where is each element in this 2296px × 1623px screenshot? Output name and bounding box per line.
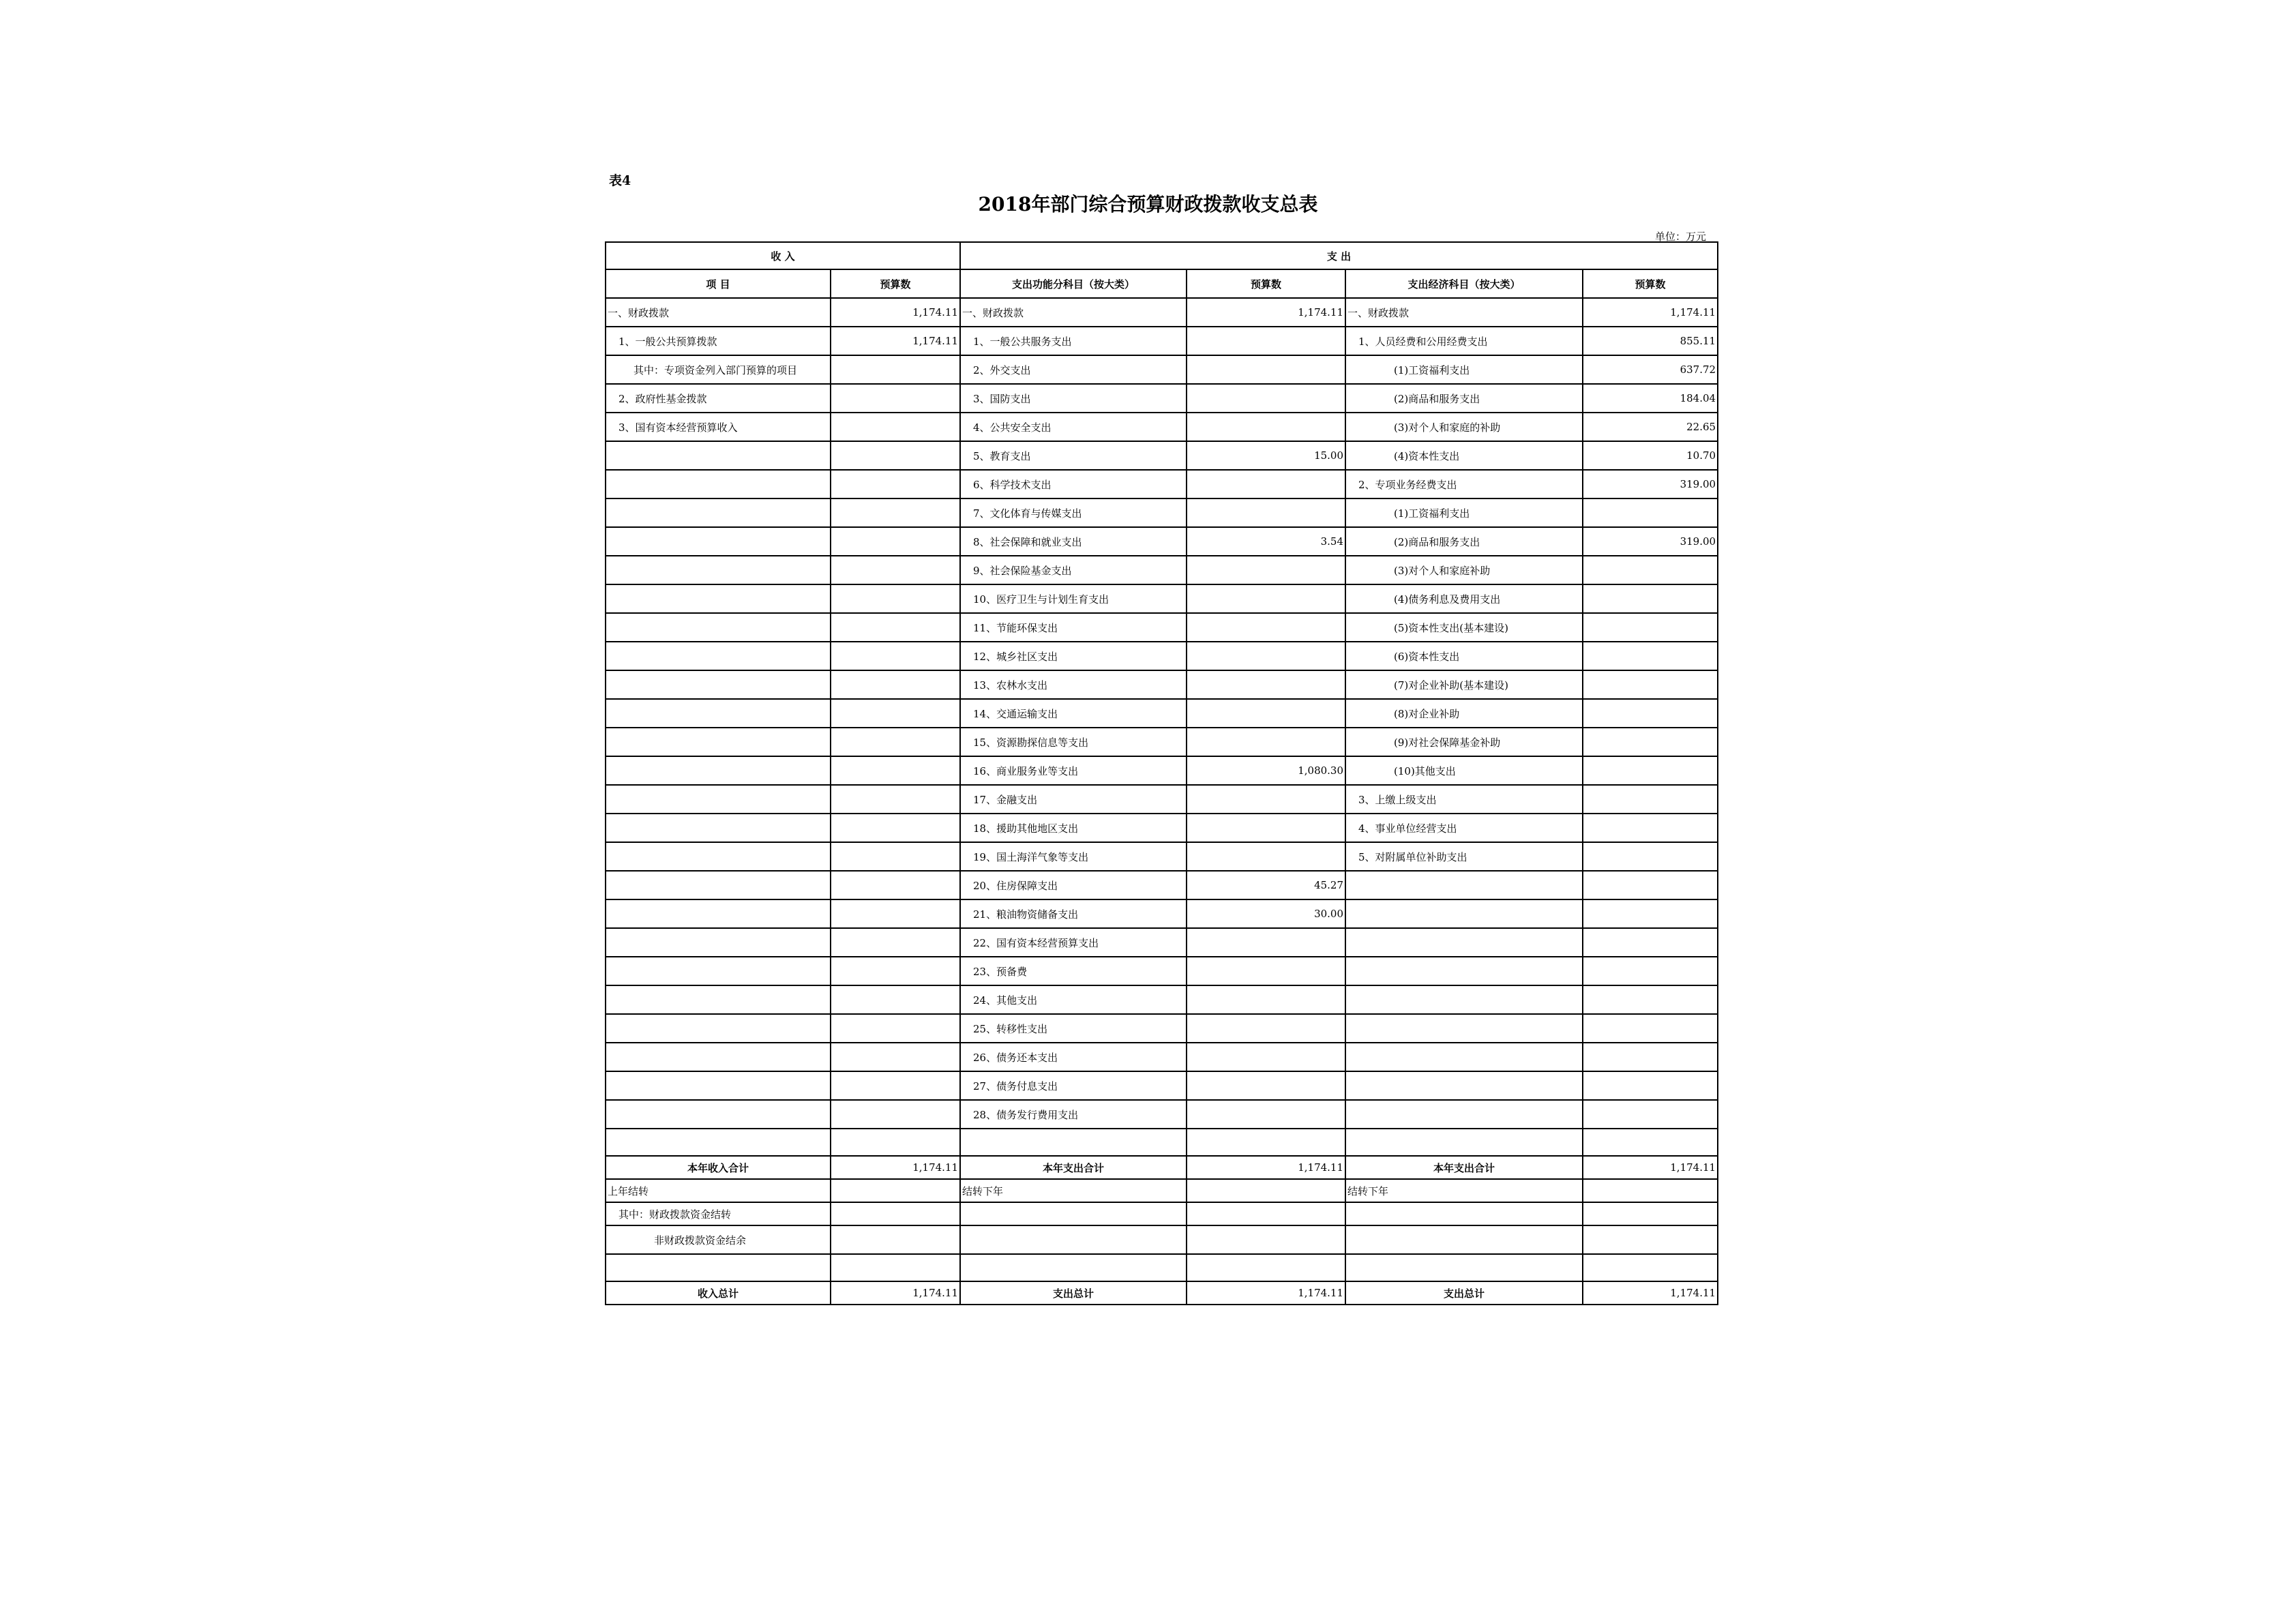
table-row bbox=[606, 871, 1718, 899]
income-item-cell bbox=[606, 441, 831, 470]
econ-item-cell: 4、事业单位经营支出 bbox=[1345, 814, 1583, 842]
income-item-cell bbox=[606, 842, 831, 871]
func-item-cell: 28、债务发行费用支出 bbox=[960, 1100, 1187, 1129]
econ-item-cell: (8)对企业补助 bbox=[1345, 699, 1583, 728]
empty-cell bbox=[1345, 1202, 1583, 1225]
func-item-cell: 15、资源勘探信息等支出 bbox=[960, 728, 1187, 756]
econ-item-cell: (4)债务利息及费用支出 bbox=[1345, 584, 1583, 613]
func-item-cell: 11、节能环保支出 bbox=[960, 613, 1187, 642]
table-row bbox=[606, 298, 1718, 327]
empty-cell bbox=[831, 1225, 960, 1254]
carry-row bbox=[606, 1202, 1718, 1225]
income-budget-cell bbox=[831, 498, 960, 527]
spacer-row bbox=[606, 1129, 1718, 1156]
func-budget-cell: 1,080.30 bbox=[1187, 756, 1345, 785]
econ-item-cell bbox=[1345, 1071, 1583, 1100]
income-budget-cell bbox=[831, 670, 960, 699]
econ-item-cell: (4)资本性支出 bbox=[1345, 441, 1583, 470]
func-budget-cell bbox=[1187, 670, 1345, 699]
econ-budget-cell: 855.11 bbox=[1583, 327, 1718, 355]
table-row bbox=[606, 785, 1718, 814]
table-row bbox=[606, 670, 1718, 699]
econ-budget-cell bbox=[1583, 842, 1718, 871]
income-budget-cell bbox=[831, 441, 960, 470]
func-budget-cell bbox=[1187, 985, 1345, 1014]
econ-budget-cell bbox=[1583, 814, 1718, 842]
table-row bbox=[606, 814, 1718, 842]
header-expense: 支 出 bbox=[960, 242, 1718, 269]
econ-budget-cell bbox=[1583, 785, 1718, 814]
income-item-cell bbox=[606, 1071, 831, 1100]
econ-item-cell bbox=[1345, 928, 1583, 957]
func-item-cell: 20、住房保障支出 bbox=[960, 871, 1187, 899]
table-row bbox=[606, 985, 1718, 1014]
income-budget-cell bbox=[831, 985, 960, 1014]
table-row bbox=[606, 613, 1718, 642]
carry-next-func-label: 结转下年 bbox=[960, 1179, 1187, 1202]
empty-cell bbox=[1187, 1254, 1345, 1281]
header-row-columns bbox=[606, 269, 1718, 298]
func-budget-cell bbox=[1187, 470, 1345, 498]
empty-cell bbox=[1187, 1179, 1345, 1202]
empty-cell bbox=[1583, 1225, 1718, 1254]
func-item-cell: 4、公共安全支出 bbox=[960, 413, 1187, 441]
income-budget-cell bbox=[831, 642, 960, 670]
income-item-cell bbox=[606, 556, 831, 584]
econ-budget-cell bbox=[1583, 756, 1718, 785]
econ-item-cell: (5)资本性支出(基本建设) bbox=[1345, 613, 1583, 642]
col-header-budget: 预算数 bbox=[1187, 269, 1345, 298]
empty-cell bbox=[831, 1202, 960, 1225]
income-item-cell: 其中：专项资金列入部门预算的项目 bbox=[606, 355, 831, 384]
empty-cell bbox=[960, 1129, 1187, 1156]
econ-budget-cell bbox=[1583, 642, 1718, 670]
income-item-cell bbox=[606, 785, 831, 814]
func-item-cell: 12、城乡社区支出 bbox=[960, 642, 1187, 670]
carry-next-econ-label: 结转下年 bbox=[1345, 1179, 1583, 1202]
header-income: 收 入 bbox=[606, 242, 960, 269]
income-item-cell bbox=[606, 613, 831, 642]
empty-cell bbox=[1345, 1225, 1583, 1254]
income-budget-cell bbox=[831, 1100, 960, 1129]
carry-row bbox=[606, 1225, 1718, 1254]
income-budget-cell bbox=[831, 527, 960, 556]
econ-budget-cell bbox=[1583, 670, 1718, 699]
func-budget-cell: 1,174.11 bbox=[1187, 298, 1345, 327]
func-budget-cell bbox=[1187, 842, 1345, 871]
income-budget-cell bbox=[831, 613, 960, 642]
grand-econ-total-value: 1,174.11 bbox=[1583, 1281, 1718, 1305]
table-row bbox=[606, 756, 1718, 785]
econ-item-cell: (6)资本性支出 bbox=[1345, 642, 1583, 670]
table-number-label: 表4 bbox=[609, 173, 631, 188]
func-item-cell: 1、一般公共服务支出 bbox=[960, 327, 1187, 355]
econ-item-cell bbox=[1345, 1043, 1583, 1071]
year-func-total-label: 本年支出合计 bbox=[960, 1156, 1187, 1179]
year-income-total-label: 本年收入合计 bbox=[606, 1156, 831, 1179]
grand-income-total-value: 1,174.11 bbox=[831, 1281, 960, 1305]
carry-row bbox=[606, 1179, 1718, 1202]
econ-budget-cell: 1,174.11 bbox=[1583, 298, 1718, 327]
income-budget-cell bbox=[831, 1014, 960, 1043]
econ-budget-cell bbox=[1583, 928, 1718, 957]
func-budget-cell bbox=[1187, 1100, 1345, 1129]
income-budget-cell bbox=[831, 756, 960, 785]
non-fiscal-balance-label: 非财政拨款资金结余 bbox=[606, 1225, 831, 1254]
econ-budget-cell bbox=[1583, 1100, 1718, 1129]
func-item-cell: 9、社会保险基金支出 bbox=[960, 556, 1187, 584]
empty-cell bbox=[1583, 1129, 1718, 1156]
income-item-cell bbox=[606, 470, 831, 498]
econ-budget-cell bbox=[1583, 584, 1718, 613]
func-item-cell: 10、医疗卫生与计划生育支出 bbox=[960, 584, 1187, 613]
income-budget-cell bbox=[831, 871, 960, 899]
func-budget-cell bbox=[1187, 384, 1345, 413]
income-budget-cell bbox=[831, 699, 960, 728]
grand-income-total-label: 收入总计 bbox=[606, 1281, 831, 1305]
econ-item-cell bbox=[1345, 985, 1583, 1014]
income-budget-cell bbox=[831, 728, 960, 756]
year-total-row bbox=[606, 1156, 1718, 1179]
econ-item-cell: (2)商品和服务支出 bbox=[1345, 527, 1583, 556]
econ-budget-cell: 184.04 bbox=[1583, 384, 1718, 413]
func-budget-cell: 15.00 bbox=[1187, 441, 1345, 470]
empty-cell bbox=[960, 1202, 1187, 1225]
func-budget-cell bbox=[1187, 699, 1345, 728]
econ-item-cell: (9)对社会保障基金补助 bbox=[1345, 728, 1583, 756]
table-row bbox=[606, 642, 1718, 670]
empty-cell bbox=[606, 1254, 831, 1281]
func-budget-cell bbox=[1187, 613, 1345, 642]
year-func-total-value: 1,174.11 bbox=[1187, 1156, 1345, 1179]
func-item-cell: 19、国土海洋气象等支出 bbox=[960, 842, 1187, 871]
income-item-cell bbox=[606, 1100, 831, 1129]
income-item-cell: 1、一般公共预算拨款 bbox=[606, 327, 831, 355]
table-row bbox=[606, 699, 1718, 728]
table-row bbox=[606, 957, 1718, 985]
spacer-row bbox=[606, 1254, 1718, 1281]
empty-cell bbox=[831, 1179, 960, 1202]
func-item-cell: 6、科学技术支出 bbox=[960, 470, 1187, 498]
grand-func-total-label: 支出总计 bbox=[960, 1281, 1187, 1305]
col-header-econ: 支出经济科目（按大类） bbox=[1345, 269, 1583, 298]
func-budget-cell bbox=[1187, 498, 1345, 527]
func-item-cell: 18、援助其他地区支出 bbox=[960, 814, 1187, 842]
empty-cell bbox=[1583, 1254, 1718, 1281]
func-budget-cell bbox=[1187, 1071, 1345, 1100]
income-item-cell bbox=[606, 871, 831, 899]
grand-func-total-value: 1,174.11 bbox=[1187, 1281, 1345, 1305]
func-budget-cell: 3.54 bbox=[1187, 527, 1345, 556]
econ-budget-cell bbox=[1583, 728, 1718, 756]
func-budget-cell bbox=[1187, 728, 1345, 756]
econ-item-cell: 2、专项业务经费支出 bbox=[1345, 470, 1583, 498]
income-item-cell: 2、政府性基金拨款 bbox=[606, 384, 831, 413]
col-header-func: 支出功能分科目（按大类） bbox=[960, 269, 1187, 298]
budget-summary-table bbox=[605, 241, 1718, 1305]
func-item-cell: 16、商业服务业等支出 bbox=[960, 756, 1187, 785]
empty-cell bbox=[1345, 1254, 1583, 1281]
table-row bbox=[606, 441, 1718, 470]
income-item-cell bbox=[606, 584, 831, 613]
table-row bbox=[606, 470, 1718, 498]
econ-item-cell bbox=[1345, 871, 1583, 899]
table-row bbox=[606, 928, 1718, 957]
econ-budget-cell: 319.00 bbox=[1583, 527, 1718, 556]
income-budget-cell bbox=[831, 842, 960, 871]
income-budget-cell bbox=[831, 957, 960, 985]
income-budget-cell bbox=[831, 928, 960, 957]
empty-cell bbox=[960, 1254, 1187, 1281]
table-row bbox=[606, 556, 1718, 584]
econ-budget-cell: 637.72 bbox=[1583, 355, 1718, 384]
func-budget-cell bbox=[1187, 413, 1345, 441]
econ-budget-cell bbox=[1583, 871, 1718, 899]
table-row bbox=[606, 498, 1718, 527]
income-item-cell: 3、国有资本经营预算收入 bbox=[606, 413, 831, 441]
func-budget-cell bbox=[1187, 355, 1345, 384]
empty-cell bbox=[1187, 1129, 1345, 1156]
econ-item-cell: (3)对个人和家庭的补助 bbox=[1345, 413, 1583, 441]
func-budget-cell bbox=[1187, 556, 1345, 584]
income-budget-cell: 1,174.11 bbox=[831, 327, 960, 355]
econ-item-cell: 一、财政拨款 bbox=[1345, 298, 1583, 327]
grand-econ-total-label: 支出总计 bbox=[1345, 1281, 1583, 1305]
func-item-cell: 7、文化体育与传媒支出 bbox=[960, 498, 1187, 527]
income-item-cell bbox=[606, 642, 831, 670]
header-row-group bbox=[606, 242, 1718, 269]
col-header-budget: 预算数 bbox=[831, 269, 960, 298]
func-budget-cell bbox=[1187, 584, 1345, 613]
econ-item-cell: (2)商品和服务支出 bbox=[1345, 384, 1583, 413]
func-item-cell: 24、其他支出 bbox=[960, 985, 1187, 1014]
income-item-cell bbox=[606, 899, 831, 928]
income-budget-cell bbox=[831, 899, 960, 928]
income-budget-cell bbox=[831, 413, 960, 441]
income-budget-cell bbox=[831, 1071, 960, 1100]
table-row bbox=[606, 842, 1718, 871]
table-row bbox=[606, 1043, 1718, 1071]
econ-item-cell bbox=[1345, 899, 1583, 928]
prev-year-carry-label: 上年结转 bbox=[606, 1179, 831, 1202]
income-item-cell bbox=[606, 728, 831, 756]
func-item-cell: 26、债务还本支出 bbox=[960, 1043, 1187, 1071]
empty-cell bbox=[1187, 1202, 1345, 1225]
table-row bbox=[606, 413, 1718, 441]
empty-cell bbox=[1583, 1179, 1718, 1202]
econ-budget-cell: 22.65 bbox=[1583, 413, 1718, 441]
func-budget-cell bbox=[1187, 642, 1345, 670]
econ-budget-cell bbox=[1583, 498, 1718, 527]
func-item-cell: 23、预备费 bbox=[960, 957, 1187, 985]
income-item-cell bbox=[606, 756, 831, 785]
econ-budget-cell bbox=[1583, 613, 1718, 642]
table-row bbox=[606, 384, 1718, 413]
income-item-cell bbox=[606, 699, 831, 728]
econ-budget-cell bbox=[1583, 1043, 1718, 1071]
income-item-cell bbox=[606, 1043, 831, 1071]
func-budget-cell bbox=[1187, 327, 1345, 355]
econ-item-cell: 1、人员经费和公用经费支出 bbox=[1345, 327, 1583, 355]
func-item-cell: 17、金融支出 bbox=[960, 785, 1187, 814]
econ-item-cell bbox=[1345, 1100, 1583, 1129]
year-income-total-value: 1,174.11 bbox=[831, 1156, 960, 1179]
func-budget-cell: 30.00 bbox=[1187, 899, 1345, 928]
col-header-budget: 预算数 bbox=[1583, 269, 1718, 298]
income-item-cell: 一、财政拨款 bbox=[606, 298, 831, 327]
table-row bbox=[606, 1014, 1718, 1043]
empty-cell bbox=[1345, 1129, 1583, 1156]
econ-budget-cell bbox=[1583, 699, 1718, 728]
econ-item-cell bbox=[1345, 957, 1583, 985]
econ-item-cell: (7)对企业补助(基本建设) bbox=[1345, 670, 1583, 699]
table-row bbox=[606, 584, 1718, 613]
econ-item-cell: (3)对个人和家庭补助 bbox=[1345, 556, 1583, 584]
income-budget-cell bbox=[831, 556, 960, 584]
func-item-cell: 22、国有资本经营预算支出 bbox=[960, 928, 1187, 957]
func-budget-cell bbox=[1187, 785, 1345, 814]
func-budget-cell bbox=[1187, 957, 1345, 985]
func-budget-cell bbox=[1187, 1014, 1345, 1043]
year-econ-total-label: 本年支出合计 bbox=[1345, 1156, 1583, 1179]
econ-budget-cell bbox=[1583, 899, 1718, 928]
func-budget-cell bbox=[1187, 1043, 1345, 1071]
econ-item-cell: 3、上缴上级支出 bbox=[1345, 785, 1583, 814]
empty-cell bbox=[1583, 1202, 1718, 1225]
func-item-cell: 13、农林水支出 bbox=[960, 670, 1187, 699]
income-budget-cell bbox=[831, 785, 960, 814]
econ-budget-cell bbox=[1583, 1014, 1718, 1043]
table-row bbox=[606, 355, 1718, 384]
income-item-cell bbox=[606, 670, 831, 699]
income-budget-cell bbox=[831, 355, 960, 384]
func-item-cell: 一、财政拨款 bbox=[960, 298, 1187, 327]
econ-item-cell: 5、对附属单位补助支出 bbox=[1345, 842, 1583, 871]
income-item-cell bbox=[606, 527, 831, 556]
table-row bbox=[606, 728, 1718, 756]
income-item-cell bbox=[606, 1014, 831, 1043]
income-budget-cell bbox=[831, 470, 960, 498]
table-row bbox=[606, 527, 1718, 556]
empty-cell bbox=[960, 1225, 1187, 1254]
income-item-cell bbox=[606, 928, 831, 957]
econ-budget-cell: 319.00 bbox=[1583, 470, 1718, 498]
empty-cell bbox=[606, 1129, 831, 1156]
econ-budget-cell bbox=[1583, 1071, 1718, 1100]
income-budget-cell: 1,174.11 bbox=[831, 298, 960, 327]
page-title: 2018年部门综合预算财政拨款收支总表 bbox=[978, 193, 1318, 215]
empty-cell bbox=[831, 1254, 960, 1281]
col-header-item: 项 目 bbox=[606, 269, 831, 298]
func-budget-cell bbox=[1187, 814, 1345, 842]
econ-item-cell: (10)其他支出 bbox=[1345, 756, 1583, 785]
table-row bbox=[606, 1100, 1718, 1129]
income-budget-cell bbox=[831, 584, 960, 613]
income-budget-cell bbox=[831, 384, 960, 413]
econ-budget-cell: 10.70 bbox=[1583, 441, 1718, 470]
income-item-cell bbox=[606, 814, 831, 842]
func-item-cell: 8、社会保障和就业支出 bbox=[960, 527, 1187, 556]
income-item-cell bbox=[606, 498, 831, 527]
table-row bbox=[606, 327, 1718, 355]
empty-cell bbox=[1187, 1225, 1345, 1254]
econ-budget-cell bbox=[1583, 985, 1718, 1014]
empty-cell bbox=[831, 1129, 960, 1156]
func-item-cell: 2、外交支出 bbox=[960, 355, 1187, 384]
econ-item-cell: (1)工资福利支出 bbox=[1345, 355, 1583, 384]
grand-total-row bbox=[606, 1281, 1718, 1305]
year-econ-total-value: 1,174.11 bbox=[1583, 1156, 1718, 1179]
func-budget-cell bbox=[1187, 928, 1345, 957]
income-budget-cell bbox=[831, 1043, 960, 1071]
econ-budget-cell bbox=[1583, 957, 1718, 985]
func-budget-cell: 45.27 bbox=[1187, 871, 1345, 899]
income-item-cell bbox=[606, 985, 831, 1014]
econ-item-cell bbox=[1345, 1014, 1583, 1043]
func-item-cell: 27、债务付息支出 bbox=[960, 1071, 1187, 1100]
func-item-cell: 14、交通运输支出 bbox=[960, 699, 1187, 728]
table-row bbox=[606, 1071, 1718, 1100]
unit-label: 单位：万元 bbox=[1654, 230, 1706, 243]
table-row bbox=[606, 899, 1718, 928]
econ-budget-cell bbox=[1583, 556, 1718, 584]
fiscal-carry-label: 其中：财政拨款资金结转 bbox=[606, 1202, 831, 1225]
func-item-cell: 3、国防支出 bbox=[960, 384, 1187, 413]
func-item-cell: 25、转移性支出 bbox=[960, 1014, 1187, 1043]
func-item-cell: 5、教育支出 bbox=[960, 441, 1187, 470]
econ-item-cell: (1)工资福利支出 bbox=[1345, 498, 1583, 527]
func-item-cell: 21、粮油物资储备支出 bbox=[960, 899, 1187, 928]
income-budget-cell bbox=[831, 814, 960, 842]
income-item-cell bbox=[606, 957, 831, 985]
